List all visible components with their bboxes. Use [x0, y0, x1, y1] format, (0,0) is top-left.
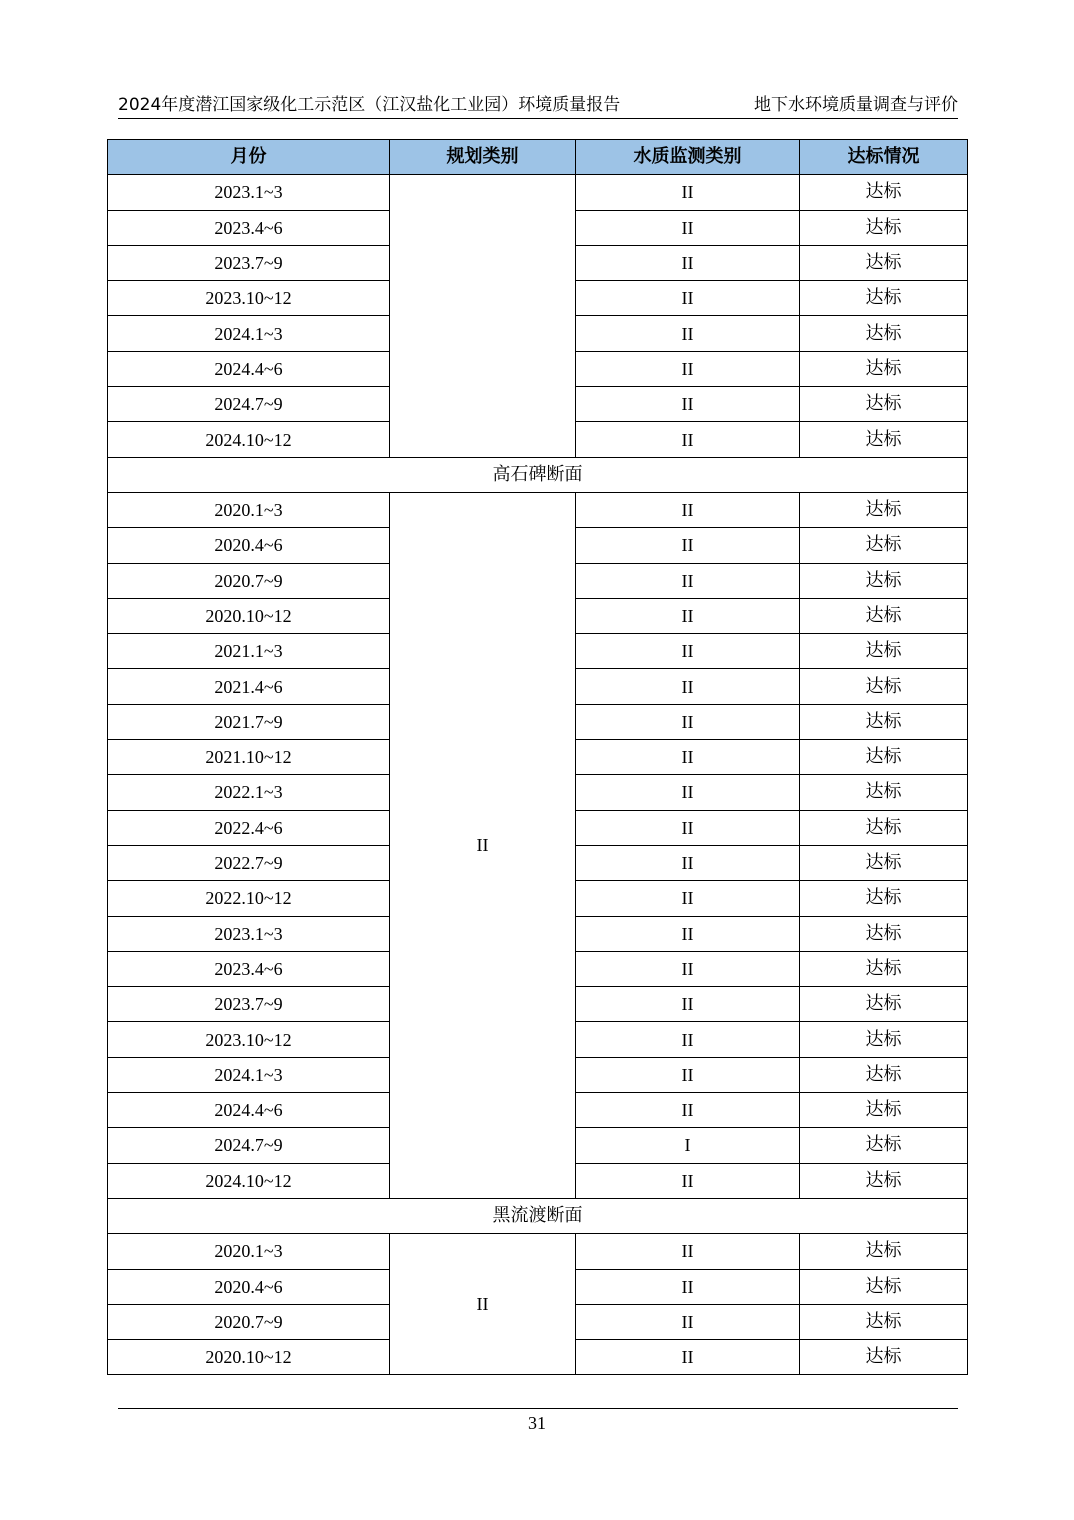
status-cell: 达标	[800, 281, 968, 316]
status-cell: 达标	[800, 563, 968, 598]
monitor-class-cell: II	[576, 1304, 800, 1339]
status-cell: 达标	[800, 492, 968, 527]
monitor-class-cell: II	[576, 351, 800, 386]
status-cell: 达标	[800, 1022, 968, 1057]
month-cell: 2020.4~6	[108, 528, 390, 563]
month-cell: 2020.10~12	[108, 598, 390, 633]
month-cell: 2023.4~6	[108, 951, 390, 986]
column-header-monitor-class: 水质监测类别	[576, 140, 800, 175]
status-cell: 达标	[800, 1269, 968, 1304]
status-cell: 达标	[800, 704, 968, 739]
status-cell: 达标	[800, 634, 968, 669]
monitor-class-cell: II	[576, 951, 800, 986]
month-cell: 2021.7~9	[108, 704, 390, 739]
monitor-class-cell: II	[576, 210, 800, 245]
status-cell: 达标	[800, 528, 968, 563]
table-header-row	[108, 140, 968, 175]
month-cell: 2021.10~12	[108, 740, 390, 775]
month-cell: 2023.1~3	[108, 916, 390, 951]
status-cell: 达标	[800, 810, 968, 845]
plan-class-cell: II	[390, 492, 576, 1198]
status-cell: 达标	[800, 951, 968, 986]
page-number: 31	[528, 1413, 546, 1433]
month-cell: 2022.10~12	[108, 881, 390, 916]
monitor-class-cell: II	[576, 987, 800, 1022]
monitor-class-cell: II	[576, 881, 800, 916]
month-cell: 2020.10~12	[108, 1340, 390, 1375]
status-cell: 达标	[800, 1093, 968, 1128]
status-cell: 达标	[800, 775, 968, 810]
month-cell: 2022.7~9	[108, 845, 390, 880]
status-cell: 达标	[800, 740, 968, 775]
status-cell: 达标	[800, 1057, 968, 1092]
month-cell: 2024.10~12	[108, 1163, 390, 1198]
monitor-class-cell: II	[576, 1269, 800, 1304]
month-cell: 2022.1~3	[108, 775, 390, 810]
section-row	[108, 457, 968, 492]
status-cell: 达标	[800, 175, 968, 210]
month-cell: 2023.7~9	[108, 987, 390, 1022]
month-cell: 2024.4~6	[108, 351, 390, 386]
month-cell: 2024.4~6	[108, 1093, 390, 1128]
table-row	[108, 175, 968, 210]
monitor-class-cell: II	[576, 634, 800, 669]
section-title: 高石碑断面	[108, 457, 968, 492]
monitor-class-cell: II	[576, 1340, 800, 1375]
page-header	[118, 92, 958, 119]
monitor-class-cell: II	[576, 1234, 800, 1269]
report-title: 2024年度潜江国家级化工示范区（江汉盐化工业园）环境质量报告	[118, 95, 621, 115]
monitor-class-cell: II	[576, 704, 800, 739]
status-cell: 达标	[800, 210, 968, 245]
status-cell: 达标	[800, 669, 968, 704]
monitor-class-cell: II	[576, 810, 800, 845]
status-cell: 达标	[800, 1163, 968, 1198]
month-cell: 2023.10~12	[108, 1022, 390, 1057]
month-cell: 2023.4~6	[108, 210, 390, 245]
month-cell: 2020.1~3	[108, 1234, 390, 1269]
monitor-class-cell: II	[576, 775, 800, 810]
monitor-class-cell: II	[576, 916, 800, 951]
monitor-class-cell: II	[576, 245, 800, 280]
month-cell: 2024.7~9	[108, 387, 390, 422]
monitor-class-cell: II	[576, 316, 800, 351]
chapter-title: 地下水环境质量调查与评价	[754, 95, 958, 115]
month-cell: 2020.7~9	[108, 563, 390, 598]
status-cell: 达标	[800, 987, 968, 1022]
monitor-class-cell: II	[576, 422, 800, 457]
month-cell: 2020.1~3	[108, 492, 390, 527]
monitor-class-cell: II	[576, 845, 800, 880]
month-cell: 2023.10~12	[108, 281, 390, 316]
status-cell: 达标	[800, 245, 968, 280]
month-cell: 2023.7~9	[108, 245, 390, 280]
column-header-month: 月份	[108, 140, 390, 175]
status-cell: 达标	[800, 351, 968, 386]
monitor-class-cell: II	[576, 175, 800, 210]
monitor-class-cell: II	[576, 387, 800, 422]
plan-class-cell	[390, 175, 576, 457]
status-cell: 达标	[800, 916, 968, 951]
table-row	[108, 492, 968, 527]
month-cell: 2021.1~3	[108, 634, 390, 669]
month-cell: 2021.4~6	[108, 669, 390, 704]
status-cell: 达标	[800, 1304, 968, 1339]
month-cell: 2024.1~3	[108, 1057, 390, 1092]
status-cell: 达标	[800, 881, 968, 916]
month-cell: 2024.1~3	[108, 316, 390, 351]
monitor-class-cell: II	[576, 740, 800, 775]
monitor-class-cell: II	[576, 598, 800, 633]
monitor-class-cell: II	[576, 669, 800, 704]
month-cell: 2020.7~9	[108, 1304, 390, 1339]
status-cell: 达标	[800, 1128, 968, 1163]
month-cell: 2023.1~3	[108, 175, 390, 210]
monitor-class-cell: II	[576, 528, 800, 563]
status-cell: 达标	[800, 845, 968, 880]
month-cell: 2020.4~6	[108, 1269, 390, 1304]
monitor-class-cell: II	[576, 281, 800, 316]
section-row	[108, 1198, 968, 1233]
status-cell: 达标	[800, 422, 968, 457]
table-body	[108, 175, 968, 1375]
monitor-class-cell: II	[576, 492, 800, 527]
column-header-plan-class: 规划类别	[390, 140, 576, 175]
status-cell: 达标	[800, 1340, 968, 1375]
status-cell: 达标	[800, 387, 968, 422]
footer-divider	[118, 1408, 958, 1409]
status-cell: 达标	[800, 1234, 968, 1269]
monitor-class-cell: II	[576, 563, 800, 598]
monitor-class-cell: II	[576, 1093, 800, 1128]
monitor-class-cell: I	[576, 1128, 800, 1163]
water-quality-table	[107, 139, 968, 1375]
month-cell: 2022.4~6	[108, 810, 390, 845]
table-row	[108, 1234, 968, 1269]
monitor-class-cell: II	[576, 1163, 800, 1198]
plan-class-cell: II	[390, 1234, 576, 1375]
month-cell: 2024.10~12	[108, 422, 390, 457]
section-title: 黑流渡断面	[108, 1198, 968, 1233]
month-cell: 2024.7~9	[108, 1128, 390, 1163]
status-cell: 达标	[800, 598, 968, 633]
column-header-status: 达标情况	[800, 140, 968, 175]
monitor-class-cell: II	[576, 1057, 800, 1092]
status-cell: 达标	[800, 316, 968, 351]
monitor-class-cell: II	[576, 1022, 800, 1057]
